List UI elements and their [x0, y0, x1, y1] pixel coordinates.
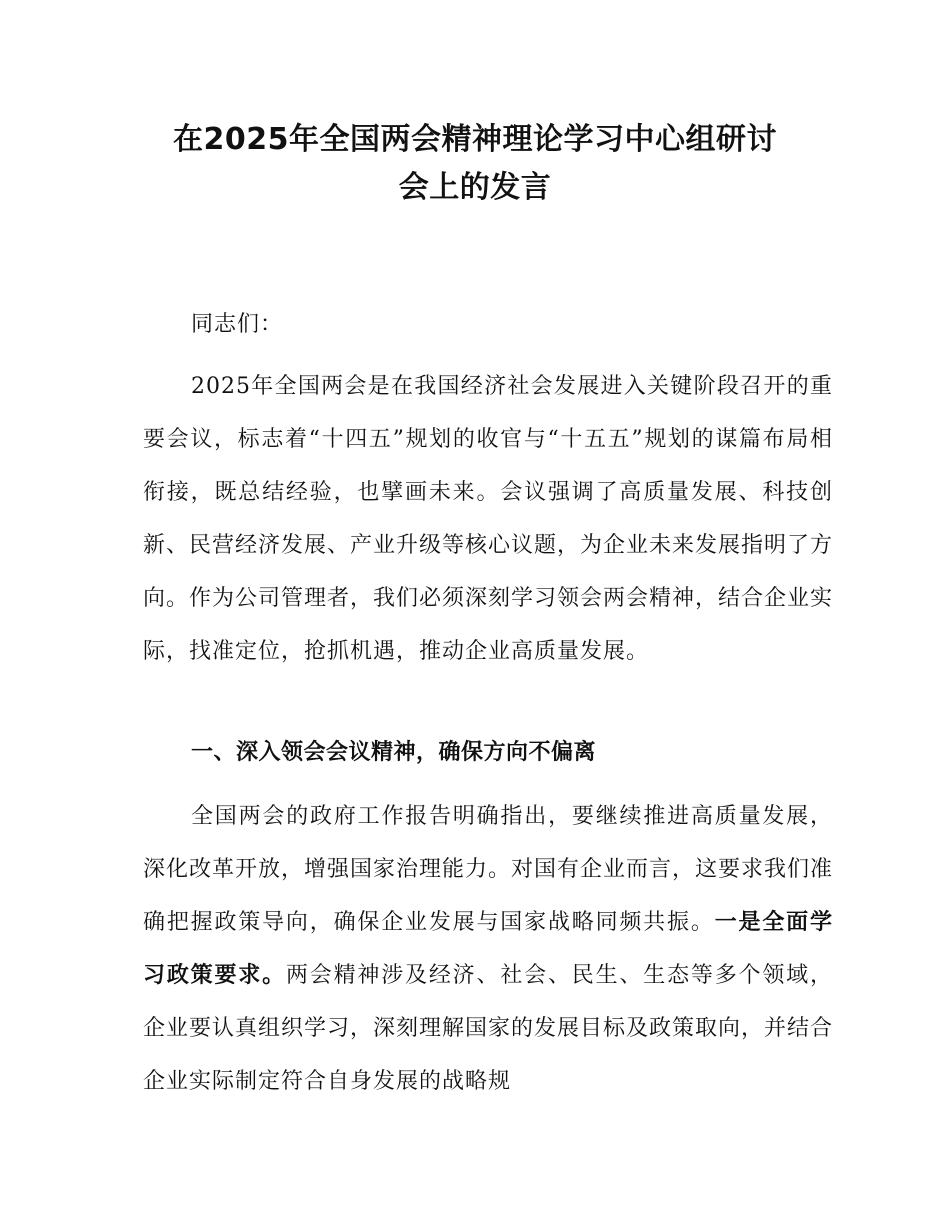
paragraph-text: 全国两会的政府工作报告明确指出，要继续推进高质量发展，深化改革开放，增强国家治理能力。对国有企业而言，这要求我们准确把握政策导向，确保企业发展与国家战略同频共振。 — [143, 804, 834, 935]
document-title-line-2: 会上的发言 — [398, 170, 552, 205]
salutation: 同志们： — [191, 312, 284, 337]
paragraph-section-1 — [143, 790, 833, 1108]
paragraph-intro: 2025年全国两会是在我国经济社会发展进入关键阶段召开的重要会议，标志着“十四五”规划的收官与“十五五”规划的谋篇布局相衔接，既总结经验，也擘画未来。会议强调了高质量发展、科技创新、民营经济发展、产业升级等核心议题，为企业未来发展指明了方向。作为公司管理者，我们必须深刻学习领会两会精神，结合企业实际，找准定位，抢抓机遇，推动企业高质量发展。 — [143, 374, 834, 664]
paragraph-bold-lead: 一是全面学习政策要求。 — [143, 910, 833, 988]
section-heading-1: 一、深入领会会议精神，确保方向不偏离 — [191, 740, 597, 765]
paragraph-text: 两会精神涉及经济、社会、民生、生态等多个领域，企业要认真组织学习，深刻理解国家的发展目标及政策取向，并结合企业实际制定符合自身发展的战略规 — [143, 963, 834, 1094]
document-title-line-1: 在2025年全国两会精神理论学习中心组研讨 — [173, 122, 777, 157]
